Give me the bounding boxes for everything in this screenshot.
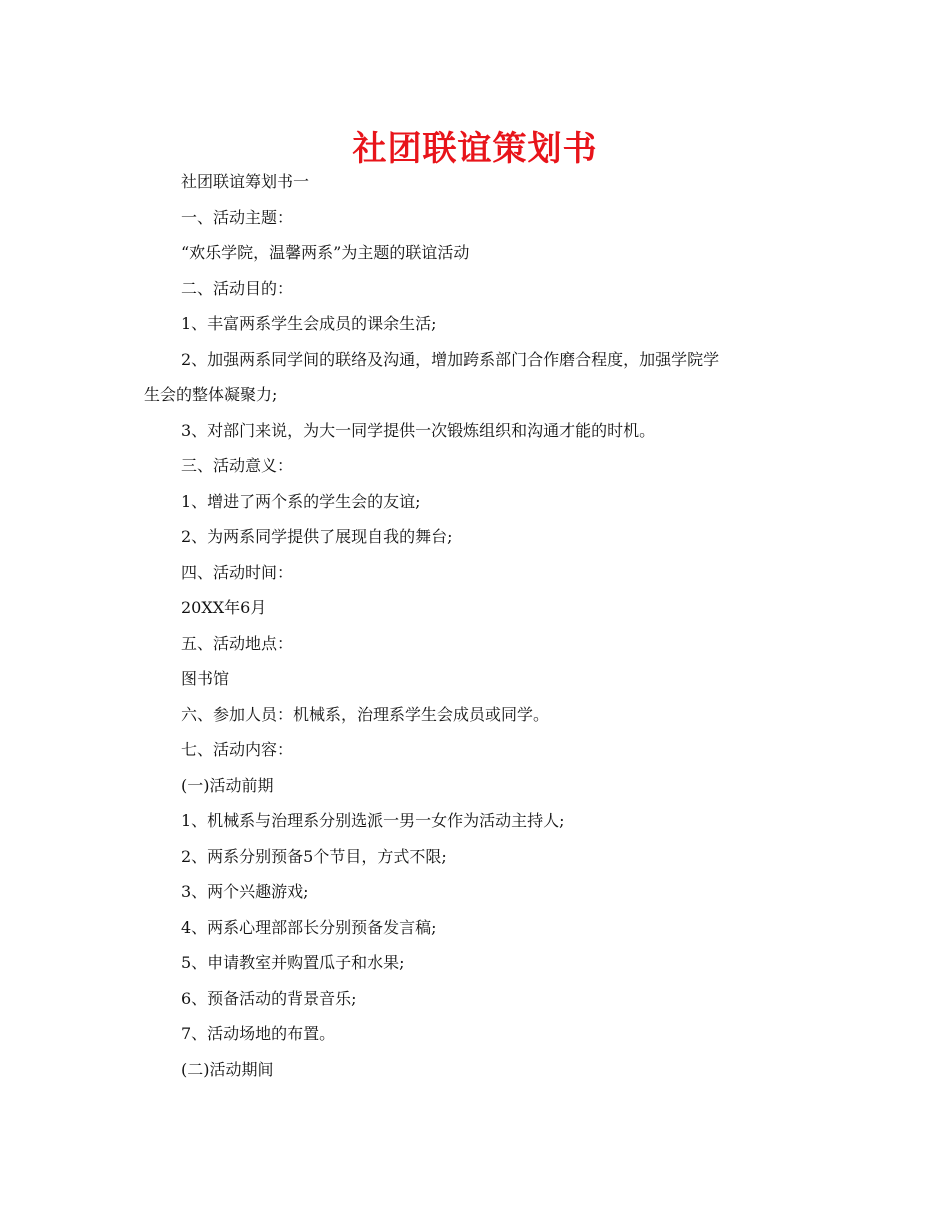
section-heading-participants: 六、参加人员：机械系，治理系学生会成员或同学。 (181, 705, 550, 724)
list-item: 2、加强两系同学间的联络及沟通，增加跨系部门合作磨合程度，加强学院学 (181, 350, 720, 369)
section-heading-content: 七、活动内容： (181, 740, 294, 759)
subsection-heading: (一)活动前期 (181, 776, 274, 795)
list-item: 2、两系分别预备5个节目，方式不限; (181, 847, 447, 866)
doc-subtitle: 社团联谊筹划书一 (181, 172, 310, 191)
section-heading-theme: 一、活动主题： (181, 208, 294, 227)
subsection-heading: (二)活动期间 (181, 1060, 274, 1079)
document-title: 社团联谊策划书 (352, 129, 598, 169)
list-item: 5、申请教室并购置瓜子和水果; (181, 953, 405, 972)
list-item: 1、机械系与治理系分别选派一男一女作为活动主持人; (181, 811, 565, 830)
list-item: 7、活动场地的布置。 (181, 1024, 336, 1043)
paragraph-line: “欢乐学院，温馨两系”为主题的联谊活动 (181, 243, 470, 262)
list-item: 6、预备活动的背景音乐; (181, 989, 357, 1008)
paragraph-line: 图书馆 (181, 669, 230, 688)
section-heading-time: 四、活动时间： (181, 563, 294, 582)
list-item: 1、增进了两个系的学生会的友谊; (181, 492, 421, 511)
list-item: 3、两个兴趣游戏; (181, 882, 309, 901)
list-item-continuation: 生会的整体凝聚力; (144, 385, 278, 404)
list-item: 3、对部门来说，为大一同学提供一次锻炼组织和沟通才能的时机。 (181, 421, 656, 440)
section-heading-location: 五、活动地点： (181, 634, 294, 653)
section-heading-significance: 三、活动意义： (181, 456, 294, 475)
list-item: 4、两系心理部部长分别预备发言稿; (181, 918, 437, 937)
list-item: 1、丰富两系学生会成员的课余生活; (181, 314, 437, 333)
paragraph-line: 20XX年6月 (181, 598, 267, 617)
section-heading-purpose: 二、活动目的： (181, 279, 294, 298)
list-item: 2、为两系同学提供了展现自我的舞台; (181, 527, 453, 546)
